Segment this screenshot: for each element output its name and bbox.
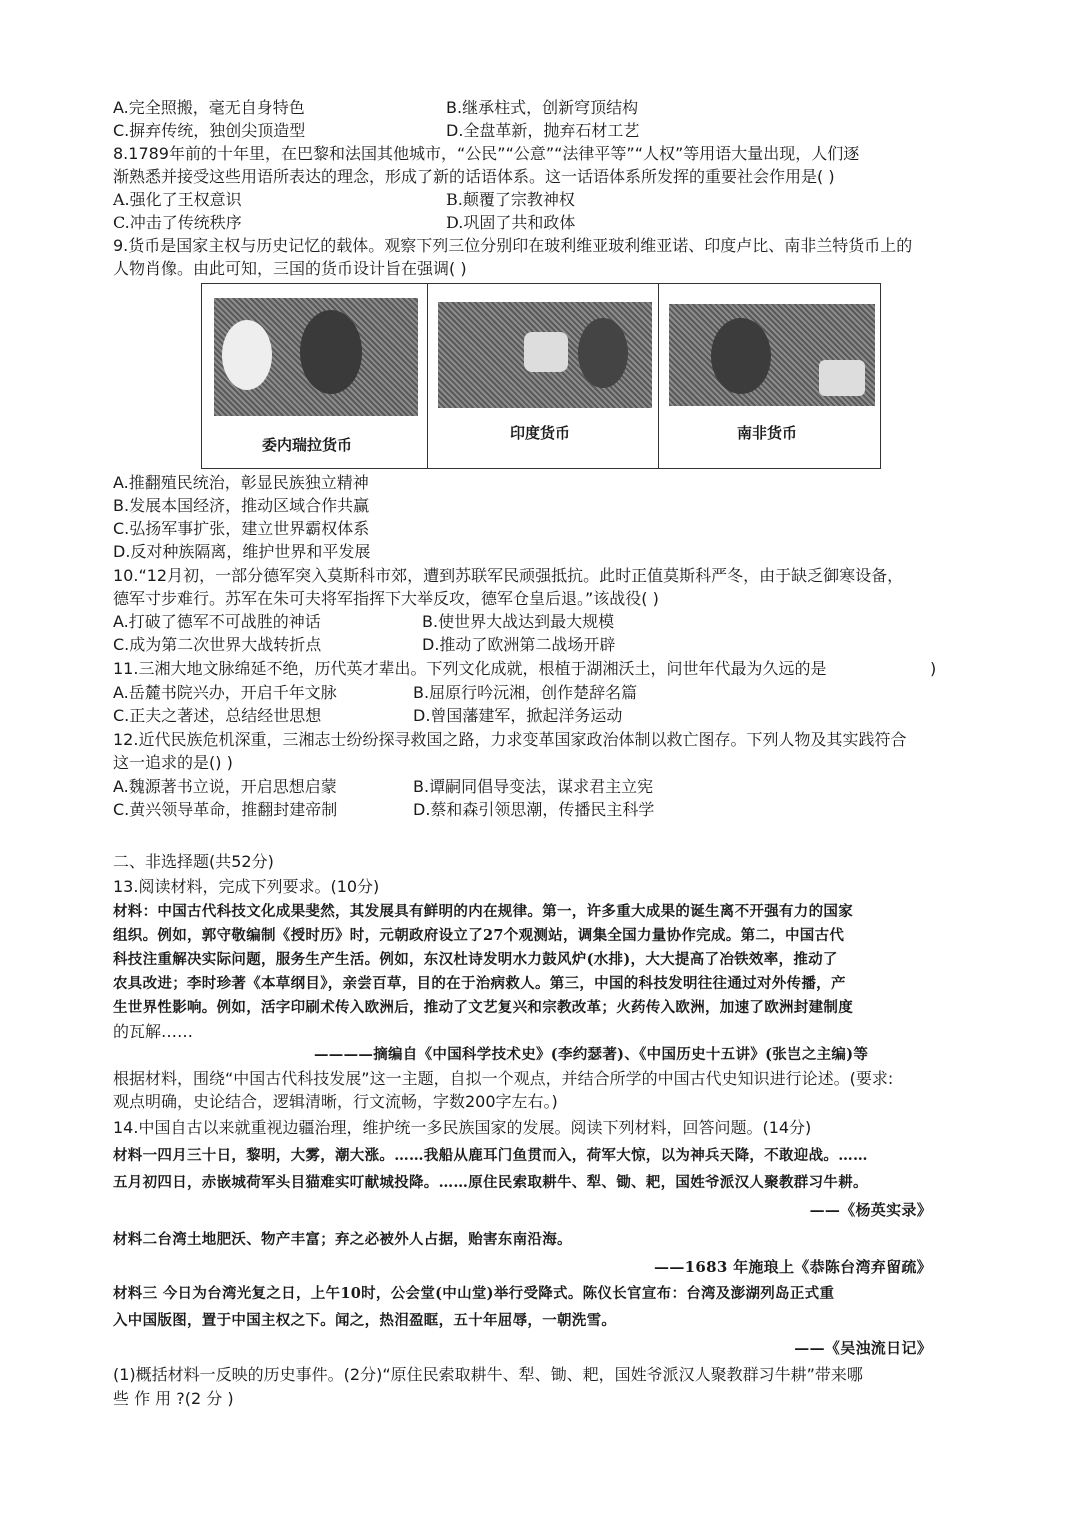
q9-stem-line2: 人物肖像。由此可知，三国的货币设计旨在强调( ) — [113, 259, 467, 278]
south-africa-currency-label: 南非货币 — [737, 425, 798, 442]
q12-option-d: D.蔡和森引领思潮，传播民主科学 — [413, 800, 655, 819]
q9-option-b: B.发展本国经济，推动区域合作共赢 — [113, 496, 370, 515]
q13-material-line3: 科技注重解决实际问题，服务生产生活。例如，东汉杜诗发明水力鼓风炉(水排)，大大提高了冶铁效率，推动了 — [113, 951, 838, 968]
q13-material-line1: 材料：中国古代科技文化成果斐然，其发展具有鲜明的内在规律。第一，许多重大成果的诞生离不开强有力的国家 — [113, 903, 853, 920]
q11-option-a: A.岳麓书院兴办，开启千年文脉 — [113, 683, 337, 702]
section-two-heading: 二、非选择题(共52分) — [113, 852, 274, 871]
q13-source: ————摘编自《中国科学技术史》(李约瑟著)、《中国历史十五讲》(张岂之主编)等 — [314, 1046, 869, 1063]
q9-stem-line1: 9.货币是国家主权与历史记忆的载体。观察下列三位分别印在玻利维亚玻利维亚诺、印度卢比、南非兰特货币上的 — [113, 236, 913, 255]
q14-material3-line1: 材料三 今日为台湾光复之日，上午10时，公会堂(中山堂)举行受降式。陈仪长官宣布：台湾及澎湖列岛正式重 — [113, 1285, 835, 1302]
q14-material2-source: ——1683 年施琅上《恭陈台湾弃留疏》 — [654, 1258, 932, 1276]
q8-option-c: C.冲击了传统秩序 — [113, 213, 242, 232]
q11-option-d: D.曾国藩建军，掀起洋务运动 — [413, 706, 623, 725]
q11-option-b: B.屈原行吟沅湘，创作楚辞名篇 — [413, 683, 638, 702]
q14-stem: 14.中国自古以来就重视边疆治理，维护统一多民族国家的发展。阅读下列材料，回答问题。(14分) — [113, 1118, 812, 1137]
q14-material3-line2: 入中国版图，置于中国主权之下。闻之，热泪盈眶，五十年屈辱，一朝洗雪。 — [113, 1312, 617, 1329]
q13-stem: 13.阅读材料，完成下列要求。(10分) — [113, 877, 380, 896]
q13-material-line2: 组织。例如，郭守敬编制《授时历》时，元朝政府设立了27个观测站，调集全国力量协作完成。第二，中国古代 — [113, 927, 845, 944]
south-africa-currency-cell — [659, 284, 880, 468]
q12-stem-line2: 这一追求的是() ) — [113, 753, 233, 772]
q7-option-c: C.摒弃传统，独创尖顶造型 — [113, 121, 306, 140]
q14-material1-line2: 五月初四日，赤嵌城荷军头目猫难实叮献城投降。……原住民索取耕牛、犁、锄、耙，国姓爷派汉人聚教群习牛耕。 — [113, 1174, 868, 1191]
q12-option-b: B.谭嗣同倡导变法，谋求君主立宪 — [413, 777, 654, 796]
q8-option-b: B.颠覆了宗教神权 — [446, 190, 575, 209]
venezuela-currency-label: 委内瑞拉货币 — [262, 437, 353, 454]
q14-material2: 材料二台湾土地肥沃、物产丰富；弃之必被外人占据，贻害东南沿海。 — [113, 1231, 572, 1248]
venezuela-banknote-image — [214, 298, 418, 416]
q10-option-b: B.使世界大战达到最大规模 — [422, 612, 615, 631]
q9-option-c: C.弘扬军事扩张，建立世界霸权体系 — [113, 519, 370, 538]
q11-paren: ) — [930, 659, 937, 678]
q9-option-d: D.反对种族隔离，维护世界和平发展 — [113, 542, 371, 561]
venezuela-currency-cell — [202, 284, 428, 468]
q13-material-line6: 的瓦解…… — [113, 1022, 194, 1041]
q13-requirement-line2: 观点明确，史论结合，逻辑清晰，行文流畅，字数200字左右。) — [113, 1092, 558, 1111]
q12-option-c: C.黄兴领导革命，推翻封建帝制 — [113, 800, 338, 819]
q8-stem-line1: 8.1789年前的十年里，在巴黎和法国其他城市，“公民”“公意”“法律平等”“人权”等用语大量出现，人们逐 — [113, 144, 860, 163]
q12-option-a: A.魏源著书立说，开启思想启蒙 — [113, 777, 337, 796]
q7-option-d: D.全盘革新，抛弃石材工艺 — [446, 121, 640, 140]
q8-option-d: D.巩固了共和政体 — [446, 213, 576, 232]
india-currency-label: 印度货币 — [510, 425, 571, 442]
q14-subquestion1-line1: (1)概括材料一反映的历史事件。(2分)“原住民索取耕牛、犁、锄、耙，国姓爷派汉人聚教群习牛耕”带来哪 — [113, 1365, 863, 1384]
india-currency-cell — [428, 284, 659, 468]
q10-option-a: A.打破了德军不可战胜的神话 — [113, 612, 321, 631]
q9-option-a: A.推翻殖民统治，彰显民族独立精神 — [113, 473, 369, 492]
q11-stem: 11.三湘大地文脉绵延不绝，历代英才辈出。下列文化成就，根植于湖湘沃土，问世年代最为久远的是 — [113, 659, 827, 678]
q13-material-line5: 生世界性影响。例如，活字印刷术传入欧洲后，推动了文艺复兴和宗教改革；火药传入欧洲，加速了欧洲封建制度 — [113, 999, 853, 1016]
q14-material3-source: ——《吴浊流日记》 — [794, 1339, 932, 1357]
q14-material1-line1: 材料一四月三十日，黎明，大雾，潮大涨。……我船从鹿耳门鱼贯而入，荷军大惊，以为神兵天降，不敢迎战。…… — [113, 1147, 868, 1164]
south-africa-banknote-image — [669, 304, 875, 406]
q14-material1-source: ——《杨英实录》 — [809, 1201, 932, 1219]
q13-material-line4: 农具改进；李时珍著《本草纲目》，亲尝百草，目的在于治病救人。第三，中国的科技发明往往通过对外传播，产 — [113, 975, 846, 992]
q10-stem-line2: 德军寸步难行。苏军在朱可夫将军指挥下大举反攻，德军仓皇后退。”该战役( ) — [113, 589, 659, 608]
q8-stem-line2: 渐熟悉并接受这些用语所表达的理念，形成了新的话语体系。这一话语体系所发挥的重要社会作用是( ) — [113, 167, 835, 186]
india-banknote-image — [438, 302, 652, 408]
q12-stem-line1: 12.近代民族危机深重，三湘志士纷纷探寻救国之路，力求变革国家政治体制以救亡图存。下列人物及其实践符合 — [113, 730, 907, 749]
q13-requirement-line1: 根据材料，围绕“中国古代科技发展”这一主题，自拟一个观点，并结合所学的中国古代史知识进行论述。(要求: — [113, 1069, 894, 1088]
currency-table — [201, 283, 881, 469]
q10-option-c: C.成为第二次世界大战转折点 — [113, 635, 322, 654]
q14-subquestion1-line2: 些 作 用 ?(2 分 ) — [113, 1389, 234, 1408]
q7-option-a: A.完全照搬，毫无自身特色 — [113, 98, 305, 117]
q8-option-a: A.强化了王权意识 — [113, 190, 242, 209]
q10-stem-line1: 10.“12月初，一部分德军突入莫斯科市郊，遭到苏联军民顽强抵抗。此时正值莫斯科严冬，由于缺乏御寒设备， — [113, 566, 904, 585]
q10-option-d: D.推动了欧洲第二战场开辟 — [422, 635, 616, 654]
q11-option-c: C.正夫之著述，总结经世思想 — [113, 706, 322, 725]
q7-option-b: B.继承柱式，创新穹顶结构 — [446, 98, 639, 117]
